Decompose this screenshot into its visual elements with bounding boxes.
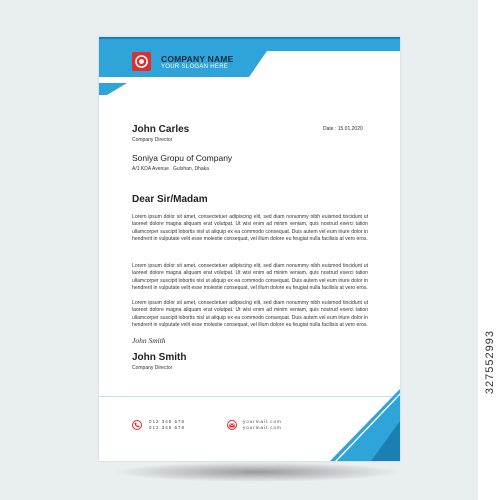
signer-name: John Smith — [132, 352, 187, 363]
page-shadow — [112, 462, 402, 482]
recipient-company: Soniya Gropu of Company — [132, 153, 233, 163]
footer-stripes — [99, 377, 400, 461]
phone-number: 012 345 678 — [149, 424, 186, 430]
company-logo — [132, 52, 151, 71]
company-name: COMPANY NAME — [161, 54, 234, 64]
email-address: yourmail.com — [243, 419, 282, 424]
stock-side-strip — [478, 0, 500, 500]
letter-date: Date : 15.01.2020 — [323, 126, 363, 132]
phone-number: 012 345 678 — [149, 419, 186, 424]
stock-image-id: 327552993 — [484, 330, 496, 395]
salutation: Dear Sir/Madam — [132, 194, 208, 205]
company-slogan: YOUR SLOGAN HERE — [161, 64, 229, 70]
header-top-edge — [99, 37, 400, 39]
body-paragraph: Lorem ipsum dolor sit amet, consectetuer adipiscing elit, sed diam nonummy nibh euismod tincidunt ut laoreet dolore magna aliquam erat volutpat. Ut wisi enim ad minim veniam, quis nostrud exerci tation ullamcorper suscipit lobortis nisl ut aliquip ex ea commodo consequat. Duis autem vel eum iriure dolor in hendrerit in vulputate velit esse molestie consequat, vel illum dolore eu feugiat nulla facilisis at vero eros. — [132, 300, 368, 329]
sender-name: John Carles — [132, 124, 190, 135]
letterhead-page — [99, 37, 400, 461]
body-paragraph: Lorem ipsum dolor sit amet, consectetuer adipiscing elit, sed diam nonummy nibh euismod tincidunt ut laoreet dolore magna aliquam erat volutpat. Ut wisi enim ad minim veniam, quis nostrud exerci tation ullamcorper suscipit lobortis nisl ut aliquip ex ea commodo consequat. Duis autem vel eum iriure dolor in hendrerit in vulputate velit esse molestie consequat, vel illum dolore eu feugiat nulla facilisis at vero eros. — [132, 263, 368, 292]
recipient-address: A/1 KDA Avenue . Gulshan, Dhaka — [132, 166, 209, 172]
header-accent-shape — [99, 83, 127, 95]
body-paragraph: Lorem ipsum dolor sit amet, consectetuer adipiscing elit, sed diam nonummy nibh euismod tincidunt ut laoreet dolore magna aliquam erat volutpat. Ut wisi enim ad minim veniam, quis nostrud exerci tation ullamcorper suscipit lobortis nisl ut aliquip ex ea commodo consequat. Duis autem vel eum iriure dolor in hendrerit in vulputate velit esse molestie consequat, vel illum dolore eu feugiat nulla facilisis at vero eros. — [132, 214, 368, 243]
target-icon — [135, 55, 148, 68]
signer-title: Company Director — [132, 365, 173, 371]
handwritten-signature: John Smith — [132, 336, 166, 345]
email-address: yourmail.com — [243, 424, 282, 430]
sender-title: Company Director — [132, 137, 173, 143]
